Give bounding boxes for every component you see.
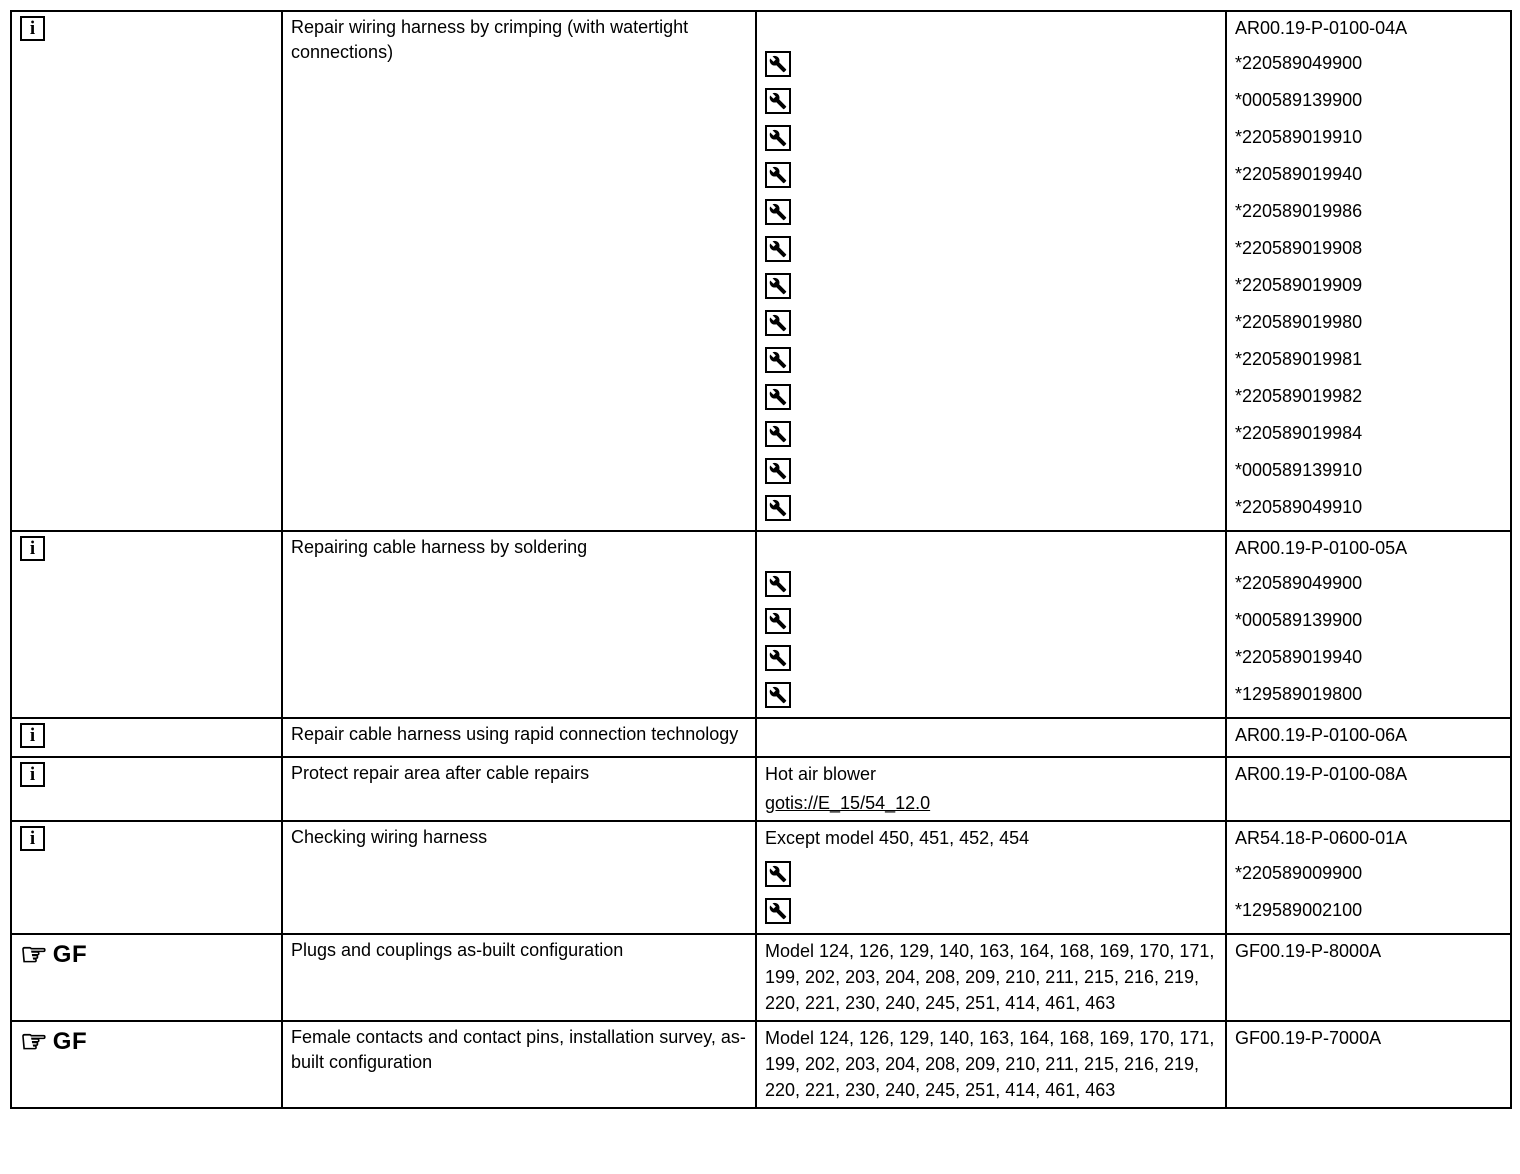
tool-icon-box[interactable] (765, 88, 791, 114)
link-line (765, 791, 1219, 816)
tool-icon-box[interactable] (765, 608, 791, 634)
wrench-icon (769, 92, 787, 110)
wrench-icon (769, 425, 787, 443)
tool-code-line (1235, 230, 1504, 267)
gf-doc-label: GF (52, 940, 88, 968)
description-cell (282, 757, 756, 821)
tool-line (765, 892, 1219, 929)
code-cell (1226, 11, 1511, 531)
notes-cell (756, 718, 1226, 757)
doc-type-cell (11, 757, 282, 821)
doc-code: AR54.18-P-0600-01A (1235, 828, 1408, 848)
tool-line (765, 267, 1219, 304)
tool-code: *220589019910 (1235, 127, 1363, 147)
tool-code: *000589139900 (1235, 610, 1363, 630)
wrench-icon (769, 865, 787, 883)
doc-code-line (1235, 722, 1504, 752)
doc-code-line (1235, 825, 1504, 855)
table-row (11, 821, 1511, 934)
code-cell (1226, 1021, 1511, 1108)
wrench-icon (769, 203, 787, 221)
tool-code: *220589019984 (1235, 423, 1363, 443)
tool-code-line (1235, 415, 1504, 452)
table-row (11, 531, 1511, 718)
description-cell (282, 531, 756, 718)
tool-code: *220589019908 (1235, 238, 1363, 258)
doc-code: GF00.19-P-8000A (1235, 941, 1382, 961)
tool-icon-box[interactable] (765, 421, 791, 447)
code-cell (1226, 718, 1511, 757)
doc-code: AR00.19-P-0100-04A (1235, 18, 1408, 38)
info-icon[interactable]: i (20, 723, 45, 748)
tool-code: *220589019982 (1235, 386, 1363, 406)
tool-code: *000589139900 (1235, 90, 1363, 110)
doc-code: AR00.19-P-0100-08A (1235, 764, 1408, 784)
note-line (765, 761, 1219, 791)
tool-icon-box[interactable] (765, 125, 791, 151)
table-row (11, 1021, 1511, 1108)
table-row (11, 934, 1511, 1021)
note-line (765, 825, 1219, 855)
tool-icon-box[interactable] (765, 898, 791, 924)
tool-code-line (1235, 378, 1504, 415)
doc-code-line (1235, 15, 1504, 45)
gf-doc-label: GF (52, 1027, 88, 1055)
tool-code: *220589019980 (1235, 312, 1363, 332)
tool-code-line (1235, 602, 1504, 639)
tool-line (765, 156, 1219, 193)
note-line (765, 535, 1219, 565)
description-cell (282, 934, 756, 1021)
pointing-hand-icon: ☞ (20, 937, 48, 972)
tool-code: *000589139910 (1235, 460, 1363, 480)
tool-icon-box[interactable] (765, 51, 791, 77)
tool-icon-box[interactable] (765, 273, 791, 299)
tool-line (765, 676, 1219, 713)
doc-code: AR00.19-P-0100-05A (1235, 538, 1408, 558)
tool-code-line (1235, 193, 1504, 230)
tool-code: *220589019909 (1235, 275, 1363, 295)
tool-line (765, 341, 1219, 378)
tool-line (765, 639, 1219, 676)
tool-line (765, 855, 1219, 892)
tool-line (765, 230, 1219, 267)
tool-code-line (1235, 565, 1504, 602)
gotis-link[interactable]: gotis://E_15/54_12.0 (765, 793, 931, 813)
tool-code-line (1235, 341, 1504, 378)
tool-icon-box[interactable] (765, 682, 791, 708)
tool-line (765, 45, 1219, 82)
wrench-icon (769, 277, 787, 295)
description-cell (282, 11, 756, 531)
table-row (11, 757, 1511, 821)
tool-icon-box[interactable] (765, 495, 791, 521)
wrench-icon (769, 314, 787, 332)
note-text: Hot air blower (765, 764, 877, 784)
notes-cell (756, 934, 1226, 1021)
tool-code: *220589049900 (1235, 573, 1363, 593)
notes-cell (756, 821, 1226, 934)
info-icon[interactable]: i (20, 16, 45, 41)
tool-icon-box[interactable] (765, 384, 791, 410)
gf-marker (20, 939, 87, 970)
notes-cell (756, 1021, 1226, 1108)
tool-code: *220589019940 (1235, 164, 1363, 184)
wrench-icon (769, 686, 787, 704)
code-cell (1226, 821, 1511, 934)
tool-code-line (1235, 489, 1504, 526)
tool-code-line (1235, 119, 1504, 156)
document-title: Repair cable harness using rapid connection technology (291, 724, 739, 744)
tool-code-line (1235, 639, 1504, 676)
doc-code-line (1235, 1025, 1504, 1055)
tool-line (765, 489, 1219, 526)
tool-code-line (1235, 156, 1504, 193)
document-title: Protect repair area after cable repairs (291, 763, 590, 783)
wrench-icon (769, 240, 787, 258)
tool-icon-box[interactable] (765, 458, 791, 484)
doc-type-cell (11, 531, 282, 718)
document-table (10, 10, 1512, 1109)
info-icon[interactable]: i (20, 536, 45, 561)
wrench-icon (769, 499, 787, 517)
tool-code-line (1235, 304, 1504, 341)
wrench-icon (769, 166, 787, 184)
model-list: Model 124, 126, 129, 140, 163, 164, 168, 169, 170, 171, 199, 202, 203, 204, 208, 209, 210, 211, 215, 216, 219, 220, 221, 230, 240, 245, 251, 414, 461, 463 (765, 941, 1215, 1013)
tool-line (765, 565, 1219, 602)
tool-code-line (1235, 892, 1504, 929)
wrench-icon (769, 129, 787, 147)
note-line (765, 722, 1219, 752)
tool-line (765, 452, 1219, 489)
wrench-icon (769, 612, 787, 630)
doc-code-line (1235, 761, 1504, 791)
notes-cell (756, 531, 1226, 718)
doc-type-cell (11, 821, 282, 934)
gf-marker (20, 1026, 87, 1057)
document-title: Plugs and couplings as-built configuration (291, 940, 624, 960)
document-title: Repair wiring harness by crimping (with watertight connections) (291, 17, 689, 62)
tool-code-line (1235, 82, 1504, 119)
wrench-icon (769, 388, 787, 406)
notes-cell (756, 11, 1226, 531)
tool-line (765, 193, 1219, 230)
tool-line (765, 602, 1219, 639)
tool-code-line (1235, 676, 1504, 713)
notes-cell (756, 757, 1226, 821)
tool-line (765, 304, 1219, 341)
doc-type-cell (11, 1021, 282, 1108)
info-icon[interactable]: i (20, 762, 45, 787)
doc-type-cell (11, 718, 282, 757)
note-text: Except model 450, 451, 452, 454 (765, 828, 1030, 848)
doc-code: GF00.19-P-7000A (1235, 1028, 1382, 1048)
tool-code-line (1235, 45, 1504, 82)
tool-icon-box[interactable] (765, 162, 791, 188)
tool-icon-box[interactable] (765, 236, 791, 262)
doc-type-cell (11, 934, 282, 1021)
tool-icon-box[interactable] (765, 347, 791, 373)
tool-code: *220589019981 (1235, 349, 1363, 369)
tool-code-line (1235, 855, 1504, 892)
model-list: Model 124, 126, 129, 140, 163, 164, 168, 169, 170, 171, 199, 202, 203, 204, 208, 209, 210, 211, 215, 216, 219, 220, 221, 230, 240, 245, 251, 414, 461, 463 (765, 1028, 1215, 1100)
wrench-icon (769, 575, 787, 593)
tool-code: *220589049900 (1235, 53, 1363, 73)
code-cell (1226, 531, 1511, 718)
info-icon[interactable]: i (20, 826, 45, 851)
code-cell (1226, 757, 1511, 821)
table-row (11, 11, 1511, 531)
document-title: Repairing cable harness by soldering (291, 537, 588, 557)
doc-code: AR00.19-P-0100-06A (1235, 725, 1408, 745)
note-line (765, 15, 1219, 45)
tool-icon-box[interactable] (765, 861, 791, 887)
pointing-hand-icon: ☞ (20, 1024, 48, 1059)
tool-code-line (1235, 452, 1504, 489)
wrench-icon (769, 902, 787, 920)
tool-line (765, 415, 1219, 452)
tool-line (765, 119, 1219, 156)
wrench-icon (769, 351, 787, 369)
doc-type-cell (11, 11, 282, 531)
document-title: Female contacts and contact pins, installation survey, as-built configuration (291, 1027, 746, 1072)
tool-line (765, 82, 1219, 119)
tool-line (765, 378, 1219, 415)
document-title: Checking wiring harness (291, 827, 488, 847)
code-cell (1226, 934, 1511, 1021)
description-cell (282, 821, 756, 934)
tool-code: *129589002100 (1235, 900, 1363, 920)
tool-code-line (1235, 267, 1504, 304)
tool-icon-box[interactable] (765, 310, 791, 336)
wrench-icon (769, 462, 787, 480)
description-cell (282, 718, 756, 757)
tool-code: *220589009900 (1235, 863, 1363, 883)
tool-icon-box[interactable] (765, 571, 791, 597)
doc-code-line (1235, 535, 1504, 565)
description-cell (282, 1021, 756, 1108)
wrench-icon (769, 649, 787, 667)
tool-code: *220589019940 (1235, 647, 1363, 667)
doc-code-line (1235, 938, 1504, 968)
tool-code: *220589049910 (1235, 497, 1363, 517)
document-table-body (11, 11, 1511, 1108)
tool-icon-box[interactable] (765, 645, 791, 671)
tool-icon-box[interactable] (765, 199, 791, 225)
tool-code: *129589019800 (1235, 684, 1363, 704)
table-row (11, 718, 1511, 757)
tool-code: *220589019986 (1235, 201, 1363, 221)
wrench-icon (769, 55, 787, 73)
